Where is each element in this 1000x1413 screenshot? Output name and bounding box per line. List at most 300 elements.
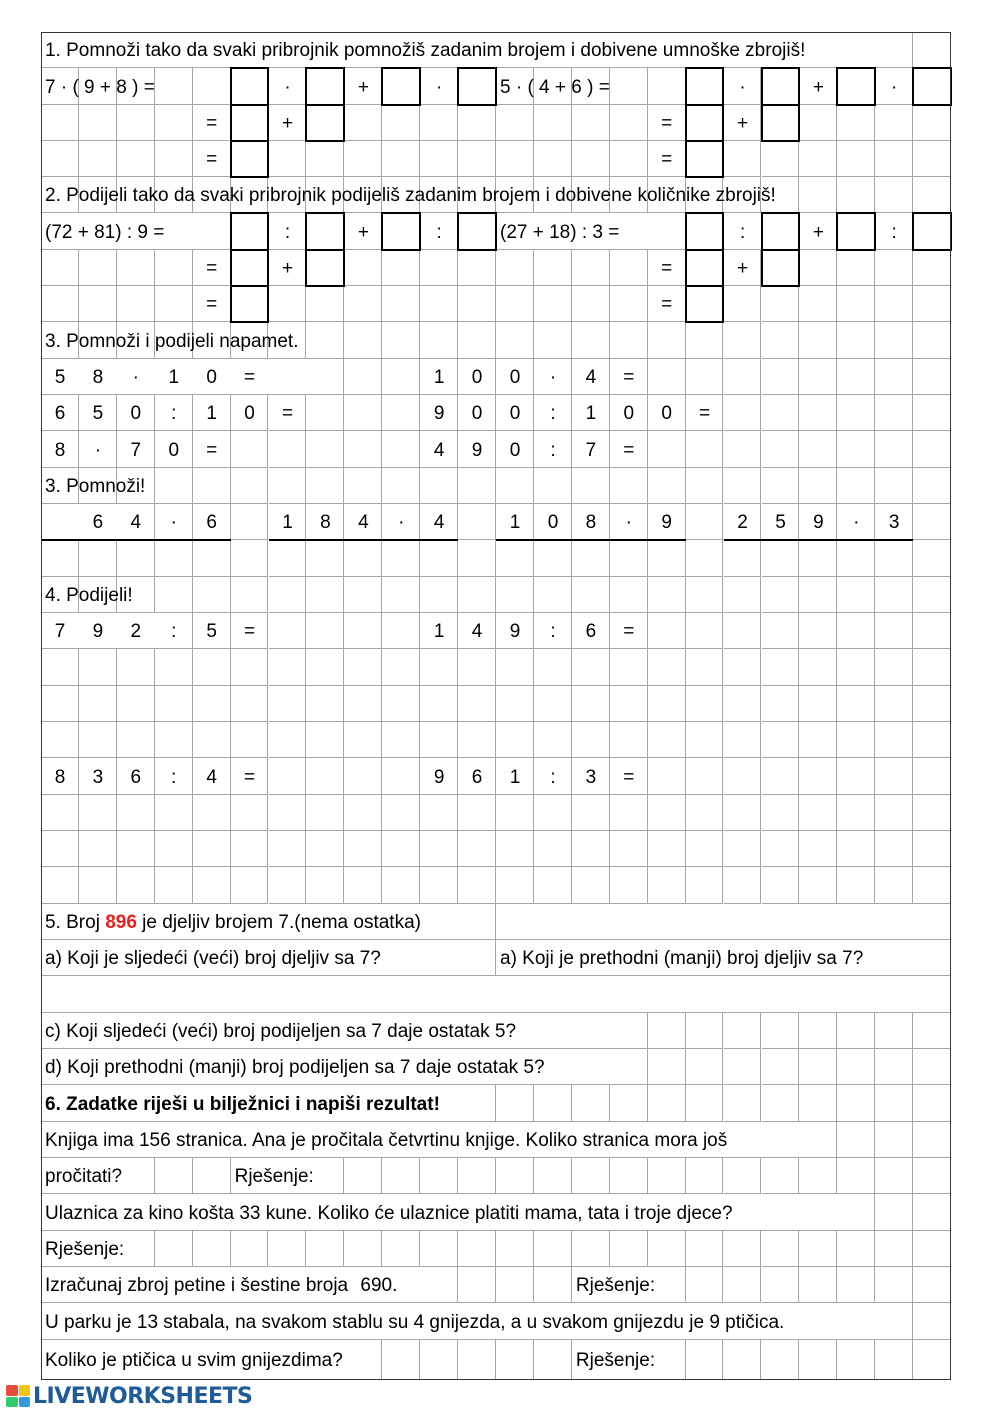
grid-cell[interactable] <box>799 431 837 468</box>
grid-cell[interactable] <box>117 795 155 831</box>
grid-cell[interactable] <box>648 613 686 649</box>
grid-cell[interactable] <box>913 286 951 322</box>
grid-cell[interactable] <box>837 105 875 141</box>
grid-cell[interactable] <box>875 359 913 395</box>
grid-cell[interactable] <box>231 468 269 504</box>
grid-cell[interactable] <box>686 468 724 504</box>
grid-cell[interactable] <box>762 1267 800 1303</box>
grid-cell[interactable] <box>534 795 572 831</box>
grid-cell[interactable] <box>799 867 837 904</box>
grid-cell[interactable] <box>231 1231 269 1267</box>
grid-cell[interactable] <box>837 250 875 286</box>
grid-cell[interactable] <box>344 468 382 504</box>
grid-cell[interactable] <box>762 431 800 468</box>
answer-box[interactable] <box>305 212 345 251</box>
grid-cell[interactable] <box>762 1231 800 1267</box>
grid-cell[interactable] <box>837 1049 875 1085</box>
grid-cell[interactable] <box>913 758 951 795</box>
grid-cell[interactable] <box>875 540 913 577</box>
grid-cell[interactable] <box>306 649 344 686</box>
grid-cell[interactable] <box>762 359 800 395</box>
grid-cell[interactable] <box>610 540 648 577</box>
grid-cell[interactable] <box>344 322 382 359</box>
grid-cell[interactable] <box>724 867 762 904</box>
grid-cell[interactable] <box>799 649 837 686</box>
grid-cell[interactable] <box>193 831 231 867</box>
answer-box[interactable] <box>836 67 876 106</box>
grid-cell[interactable] <box>610 250 648 286</box>
grid-cell[interactable] <box>913 613 951 649</box>
grid-cell[interactable] <box>799 1085 837 1122</box>
grid-cell[interactable] <box>837 322 875 359</box>
answer-box[interactable] <box>305 104 345 142</box>
grid-cell[interactable] <box>610 322 648 359</box>
grid-cell[interactable] <box>534 286 572 322</box>
grid-cell[interactable] <box>420 141 458 177</box>
grid-cell[interactable] <box>79 649 117 686</box>
grid-cell[interactable] <box>837 1013 875 1049</box>
grid-cell[interactable] <box>79 795 117 831</box>
grid-cell[interactable] <box>420 722 458 758</box>
grid-cell[interactable] <box>269 758 307 795</box>
grid-cell[interactable] <box>913 177 951 213</box>
grid-cell[interactable] <box>117 250 155 286</box>
grid-cell[interactable] <box>610 468 648 504</box>
grid-cell[interactable] <box>79 250 117 286</box>
grid-cell[interactable] <box>306 722 344 758</box>
grid-cell[interactable] <box>610 722 648 758</box>
grid-cell[interactable] <box>572 722 610 758</box>
grid-cell[interactable] <box>762 141 800 177</box>
grid-cell[interactable] <box>344 286 382 322</box>
grid-cell[interactable] <box>610 867 648 904</box>
grid-cell[interactable] <box>269 431 307 468</box>
grid-cell[interactable] <box>837 795 875 831</box>
grid-cell[interactable] <box>762 577 800 613</box>
grid-cell[interactable] <box>231 831 269 867</box>
grid-cell[interactable] <box>79 105 117 141</box>
grid-cell[interactable] <box>686 1085 724 1122</box>
grid-cell[interactable] <box>193 1158 231 1194</box>
grid-cell[interactable] <box>193 468 231 504</box>
grid-cell[interactable] <box>913 686 951 722</box>
grid-cell[interactable] <box>610 1085 648 1122</box>
grid-cell[interactable] <box>799 758 837 795</box>
answer-box[interactable] <box>685 285 725 323</box>
grid-cell[interactable] <box>686 540 724 577</box>
grid-cell[interactable] <box>799 1267 837 1303</box>
grid-cell[interactable] <box>269 540 307 577</box>
answer-box[interactable] <box>685 212 725 251</box>
grid-cell[interactable] <box>79 686 117 722</box>
grid-cell[interactable] <box>572 577 610 613</box>
grid-cell[interactable] <box>193 1231 231 1267</box>
grid-cell[interactable] <box>875 250 913 286</box>
grid-cell[interactable] <box>155 686 193 722</box>
grid-cell[interactable] <box>799 1049 837 1085</box>
grid-cell[interactable] <box>496 1158 534 1194</box>
grid-cell[interactable] <box>344 613 382 649</box>
grid-cell[interactable] <box>686 322 724 359</box>
grid-cell[interactable] <box>875 1231 913 1267</box>
grid-cell[interactable] <box>193 867 231 904</box>
grid-cell[interactable] <box>686 649 724 686</box>
grid-cell[interactable] <box>117 722 155 758</box>
grid-cell[interactable] <box>913 1231 951 1267</box>
grid-cell[interactable] <box>41 722 79 758</box>
grid-cell[interactable] <box>724 431 762 468</box>
answer-box[interactable] <box>305 249 345 287</box>
answer-box[interactable] <box>457 67 497 106</box>
grid-cell[interactable] <box>306 686 344 722</box>
grid-cell[interactable] <box>420 105 458 141</box>
grid-cell[interactable] <box>875 795 913 831</box>
grid-cell[interactable] <box>534 1231 572 1267</box>
grid-cell[interactable] <box>382 431 420 468</box>
grid-cell[interactable] <box>534 649 572 686</box>
grid-cell[interactable] <box>155 1158 193 1194</box>
grid-cell[interactable] <box>610 141 648 177</box>
grid-cell[interactable] <box>875 831 913 867</box>
grid-cell[interactable] <box>648 1013 686 1049</box>
grid-cell[interactable] <box>382 359 420 395</box>
grid-cell[interactable] <box>79 286 117 322</box>
grid-cell[interactable] <box>496 105 534 141</box>
grid-cell[interactable] <box>875 177 913 213</box>
grid-cell[interactable] <box>875 649 913 686</box>
grid-cell[interactable] <box>420 1231 458 1267</box>
grid-cell[interactable] <box>193 577 231 613</box>
grid-cell[interactable] <box>269 286 307 322</box>
grid-cell[interactable] <box>382 1231 420 1267</box>
grid-cell[interactable] <box>458 322 496 359</box>
grid-cell[interactable] <box>875 322 913 359</box>
grid-cell[interactable] <box>724 613 762 649</box>
grid-cell[interactable] <box>458 250 496 286</box>
grid-cell[interactable] <box>231 722 269 758</box>
grid-cell[interactable] <box>724 1085 762 1122</box>
grid-cell[interactable] <box>875 1158 913 1194</box>
grid-cell[interactable] <box>572 649 610 686</box>
grid-cell[interactable] <box>458 1267 496 1303</box>
grid-cell[interactable] <box>762 1049 800 1085</box>
grid-cell[interactable] <box>155 649 193 686</box>
grid-cell[interactable] <box>913 577 951 613</box>
grid-cell[interactable] <box>117 141 155 177</box>
grid-cell[interactable] <box>724 286 762 322</box>
grid-cell[interactable] <box>193 795 231 831</box>
grid-cell[interactable] <box>269 686 307 722</box>
grid-cell[interactable] <box>117 649 155 686</box>
grid-cell[interactable] <box>534 250 572 286</box>
grid-cell[interactable] <box>799 468 837 504</box>
grid-cell[interactable] <box>913 1303 951 1340</box>
grid-cell[interactable] <box>686 359 724 395</box>
grid-cell[interactable] <box>306 395 344 431</box>
answer-box[interactable] <box>685 67 725 106</box>
grid-cell[interactable] <box>610 105 648 141</box>
grid-cell[interactable] <box>79 831 117 867</box>
grid-cell[interactable] <box>496 1267 534 1303</box>
grid-cell[interactable] <box>799 686 837 722</box>
grid-cell[interactable] <box>686 831 724 867</box>
grid-cell[interactable] <box>724 1158 762 1194</box>
grid-cell[interactable] <box>382 250 420 286</box>
grid-cell[interactable] <box>155 867 193 904</box>
grid-cell[interactable] <box>117 867 155 904</box>
grid-cell[interactable] <box>610 831 648 867</box>
grid-cell[interactable] <box>572 250 610 286</box>
grid-cell[interactable] <box>382 867 420 904</box>
grid-cell[interactable] <box>382 395 420 431</box>
grid-cell[interactable] <box>534 1267 572 1303</box>
grid-cell[interactable] <box>79 722 117 758</box>
grid-cell[interactable] <box>837 867 875 904</box>
grid-cell[interactable] <box>648 359 686 395</box>
grid-cell[interactable] <box>913 1267 951 1303</box>
grid-cell[interactable] <box>496 722 534 758</box>
grid-cell[interactable] <box>799 286 837 322</box>
answer-box[interactable] <box>685 249 725 287</box>
grid-cell[interactable] <box>458 1340 496 1380</box>
grid-cell[interactable] <box>382 649 420 686</box>
grid-cell[interactable] <box>648 722 686 758</box>
grid-cell[interactable] <box>382 141 420 177</box>
grid-cell[interactable] <box>420 1340 458 1380</box>
grid-cell[interactable] <box>155 141 193 177</box>
grid-cell[interactable] <box>231 795 269 831</box>
grid-cell[interactable] <box>496 904 951 940</box>
grid-cell[interactable] <box>155 795 193 831</box>
grid-cell[interactable] <box>117 540 155 577</box>
grid-cell[interactable] <box>724 577 762 613</box>
grid-cell[interactable] <box>496 1340 534 1380</box>
grid-cell[interactable] <box>458 504 496 540</box>
grid-cell[interactable] <box>799 1231 837 1267</box>
grid-cell[interactable] <box>41 867 79 904</box>
grid-cell[interactable] <box>420 831 458 867</box>
grid-cell[interactable] <box>762 795 800 831</box>
grid-cell[interactable] <box>41 686 79 722</box>
grid-cell[interactable] <box>496 1085 534 1122</box>
grid-cell[interactable] <box>231 504 269 540</box>
answer-box[interactable] <box>230 285 270 323</box>
answer-box[interactable] <box>230 67 270 106</box>
grid-cell[interactable] <box>496 831 534 867</box>
grid-cell[interactable] <box>534 577 572 613</box>
grid-cell[interactable] <box>420 250 458 286</box>
grid-cell[interactable] <box>534 141 572 177</box>
grid-cell[interactable] <box>269 795 307 831</box>
grid-cell[interactable] <box>382 758 420 795</box>
grid-cell[interactable] <box>534 722 572 758</box>
grid-cell[interactable] <box>913 649 951 686</box>
grid-cell[interactable] <box>534 831 572 867</box>
grid-cell[interactable] <box>382 831 420 867</box>
grid-cell[interactable] <box>762 1013 800 1049</box>
grid-cell[interactable] <box>382 322 420 359</box>
grid-cell[interactable] <box>875 686 913 722</box>
grid-cell[interactable] <box>913 504 951 540</box>
grid-cell[interactable] <box>913 105 951 141</box>
grid-cell[interactable] <box>724 359 762 395</box>
grid-cell[interactable] <box>306 831 344 867</box>
grid-cell[interactable] <box>269 867 307 904</box>
grid-cell[interactable] <box>837 395 875 431</box>
grid-cell[interactable] <box>799 540 837 577</box>
answer-box[interactable] <box>912 67 952 106</box>
grid-cell[interactable] <box>79 540 117 577</box>
grid-cell[interactable] <box>572 540 610 577</box>
grid-cell[interactable] <box>496 649 534 686</box>
grid-cell[interactable] <box>269 141 307 177</box>
grid-cell[interactable] <box>496 795 534 831</box>
grid-cell[interactable] <box>344 758 382 795</box>
grid-cell[interactable] <box>648 322 686 359</box>
grid-cell[interactable] <box>799 395 837 431</box>
grid-cell[interactable] <box>799 359 837 395</box>
grid-cell[interactable] <box>306 540 344 577</box>
grid-cell[interactable] <box>837 1085 875 1122</box>
grid-cell[interactable] <box>875 722 913 758</box>
grid-cell[interactable] <box>762 758 800 795</box>
grid-cell[interactable] <box>420 322 458 359</box>
grid-cell[interactable] <box>534 686 572 722</box>
grid-cell[interactable] <box>344 105 382 141</box>
grid-cell[interactable] <box>610 68 648 105</box>
grid-cell[interactable] <box>382 540 420 577</box>
grid-cell[interactable] <box>155 722 193 758</box>
grid-cell[interactable] <box>420 468 458 504</box>
grid-cell[interactable] <box>913 540 951 577</box>
grid-cell[interactable] <box>837 1340 875 1380</box>
grid-cell[interactable] <box>724 141 762 177</box>
grid-cell[interactable] <box>41 141 79 177</box>
grid-cell[interactable] <box>913 141 951 177</box>
grid-cell[interactable] <box>306 431 344 468</box>
grid-cell[interactable] <box>837 177 875 213</box>
grid-cell[interactable] <box>724 1013 762 1049</box>
grid-cell[interactable] <box>686 1231 724 1267</box>
grid-cell[interactable] <box>420 686 458 722</box>
grid-cell[interactable] <box>799 250 837 286</box>
grid-cell[interactable] <box>572 286 610 322</box>
grid-cell[interactable] <box>875 758 913 795</box>
grid-cell[interactable] <box>572 322 610 359</box>
grid-cell[interactable] <box>344 795 382 831</box>
answer-box[interactable] <box>761 104 801 142</box>
grid-cell[interactable] <box>306 613 344 649</box>
grid-cell[interactable] <box>913 1340 951 1380</box>
grid-cell[interactable] <box>572 867 610 904</box>
grid-cell[interactable] <box>572 468 610 504</box>
grid-cell[interactable] <box>420 867 458 904</box>
grid-cell[interactable] <box>572 686 610 722</box>
grid-cell[interactable] <box>420 286 458 322</box>
answer-box[interactable] <box>381 212 421 251</box>
grid-cell[interactable] <box>382 722 420 758</box>
grid-cell[interactable] <box>572 795 610 831</box>
grid-cell[interactable] <box>875 577 913 613</box>
grid-cell[interactable] <box>648 68 686 105</box>
grid-cell[interactable] <box>875 1267 913 1303</box>
grid-cell[interactable] <box>724 540 762 577</box>
grid-cell[interactable] <box>41 795 79 831</box>
grid-cell[interactable] <box>193 68 231 105</box>
grid-cell[interactable] <box>496 686 534 722</box>
grid-cell[interactable] <box>306 322 344 359</box>
grid-cell[interactable] <box>837 1231 875 1267</box>
grid-cell[interactable] <box>799 141 837 177</box>
grid-cell[interactable] <box>155 68 193 105</box>
grid-cell[interactable] <box>686 795 724 831</box>
grid-cell[interactable] <box>496 322 534 359</box>
grid-cell[interactable] <box>724 1340 762 1380</box>
grid-cell[interactable] <box>913 359 951 395</box>
grid-cell[interactable] <box>306 795 344 831</box>
grid-cell[interactable] <box>458 649 496 686</box>
grid-cell[interactable] <box>762 540 800 577</box>
grid-cell[interactable] <box>420 1158 458 1194</box>
grid-cell[interactable] <box>458 867 496 904</box>
grid-cell[interactable] <box>762 722 800 758</box>
grid-cell[interactable] <box>686 867 724 904</box>
grid-cell[interactable] <box>306 1231 344 1267</box>
grid-cell[interactable] <box>572 1085 610 1122</box>
grid-cell[interactable] <box>875 141 913 177</box>
grid-cell[interactable] <box>762 322 800 359</box>
grid-cell[interactable] <box>875 867 913 904</box>
grid-cell[interactable] <box>306 577 344 613</box>
grid-cell[interactable] <box>837 722 875 758</box>
grid-cell[interactable] <box>913 1158 951 1194</box>
grid-cell[interactable] <box>572 141 610 177</box>
grid-cell[interactable] <box>382 286 420 322</box>
grid-cell[interactable] <box>913 867 951 904</box>
grid-cell[interactable] <box>837 831 875 867</box>
grid-cell[interactable] <box>155 286 193 322</box>
grid-cell[interactable] <box>648 468 686 504</box>
grid-cell[interactable] <box>382 686 420 722</box>
grid-cell[interactable] <box>648 1085 686 1122</box>
answer-box[interactable] <box>305 67 345 106</box>
grid-cell[interactable] <box>41 250 79 286</box>
grid-cell[interactable] <box>420 577 458 613</box>
answer-box[interactable] <box>381 67 421 106</box>
grid-cell[interactable] <box>762 613 800 649</box>
grid-cell[interactable] <box>799 105 837 141</box>
grid-cell[interactable] <box>382 1340 420 1380</box>
grid-cell[interactable] <box>837 577 875 613</box>
grid-cell[interactable] <box>117 831 155 867</box>
grid-cell[interactable] <box>610 1158 648 1194</box>
grid-cell[interactable] <box>837 1267 875 1303</box>
grid-cell[interactable] <box>193 686 231 722</box>
grid-cell[interactable] <box>799 795 837 831</box>
grid-cell[interactable] <box>41 649 79 686</box>
grid-cell[interactable] <box>648 649 686 686</box>
grid-cell[interactable] <box>344 250 382 286</box>
grid-cell[interactable] <box>610 1231 648 1267</box>
grid-cell[interactable] <box>837 686 875 722</box>
grid-cell[interactable] <box>875 1085 913 1122</box>
grid-cell[interactable] <box>231 431 269 468</box>
grid-cell[interactable] <box>269 1231 307 1267</box>
grid-cell[interactable] <box>837 286 875 322</box>
answer-box[interactable] <box>685 140 725 178</box>
grid-cell[interactable] <box>231 686 269 722</box>
grid-cell[interactable] <box>837 431 875 468</box>
